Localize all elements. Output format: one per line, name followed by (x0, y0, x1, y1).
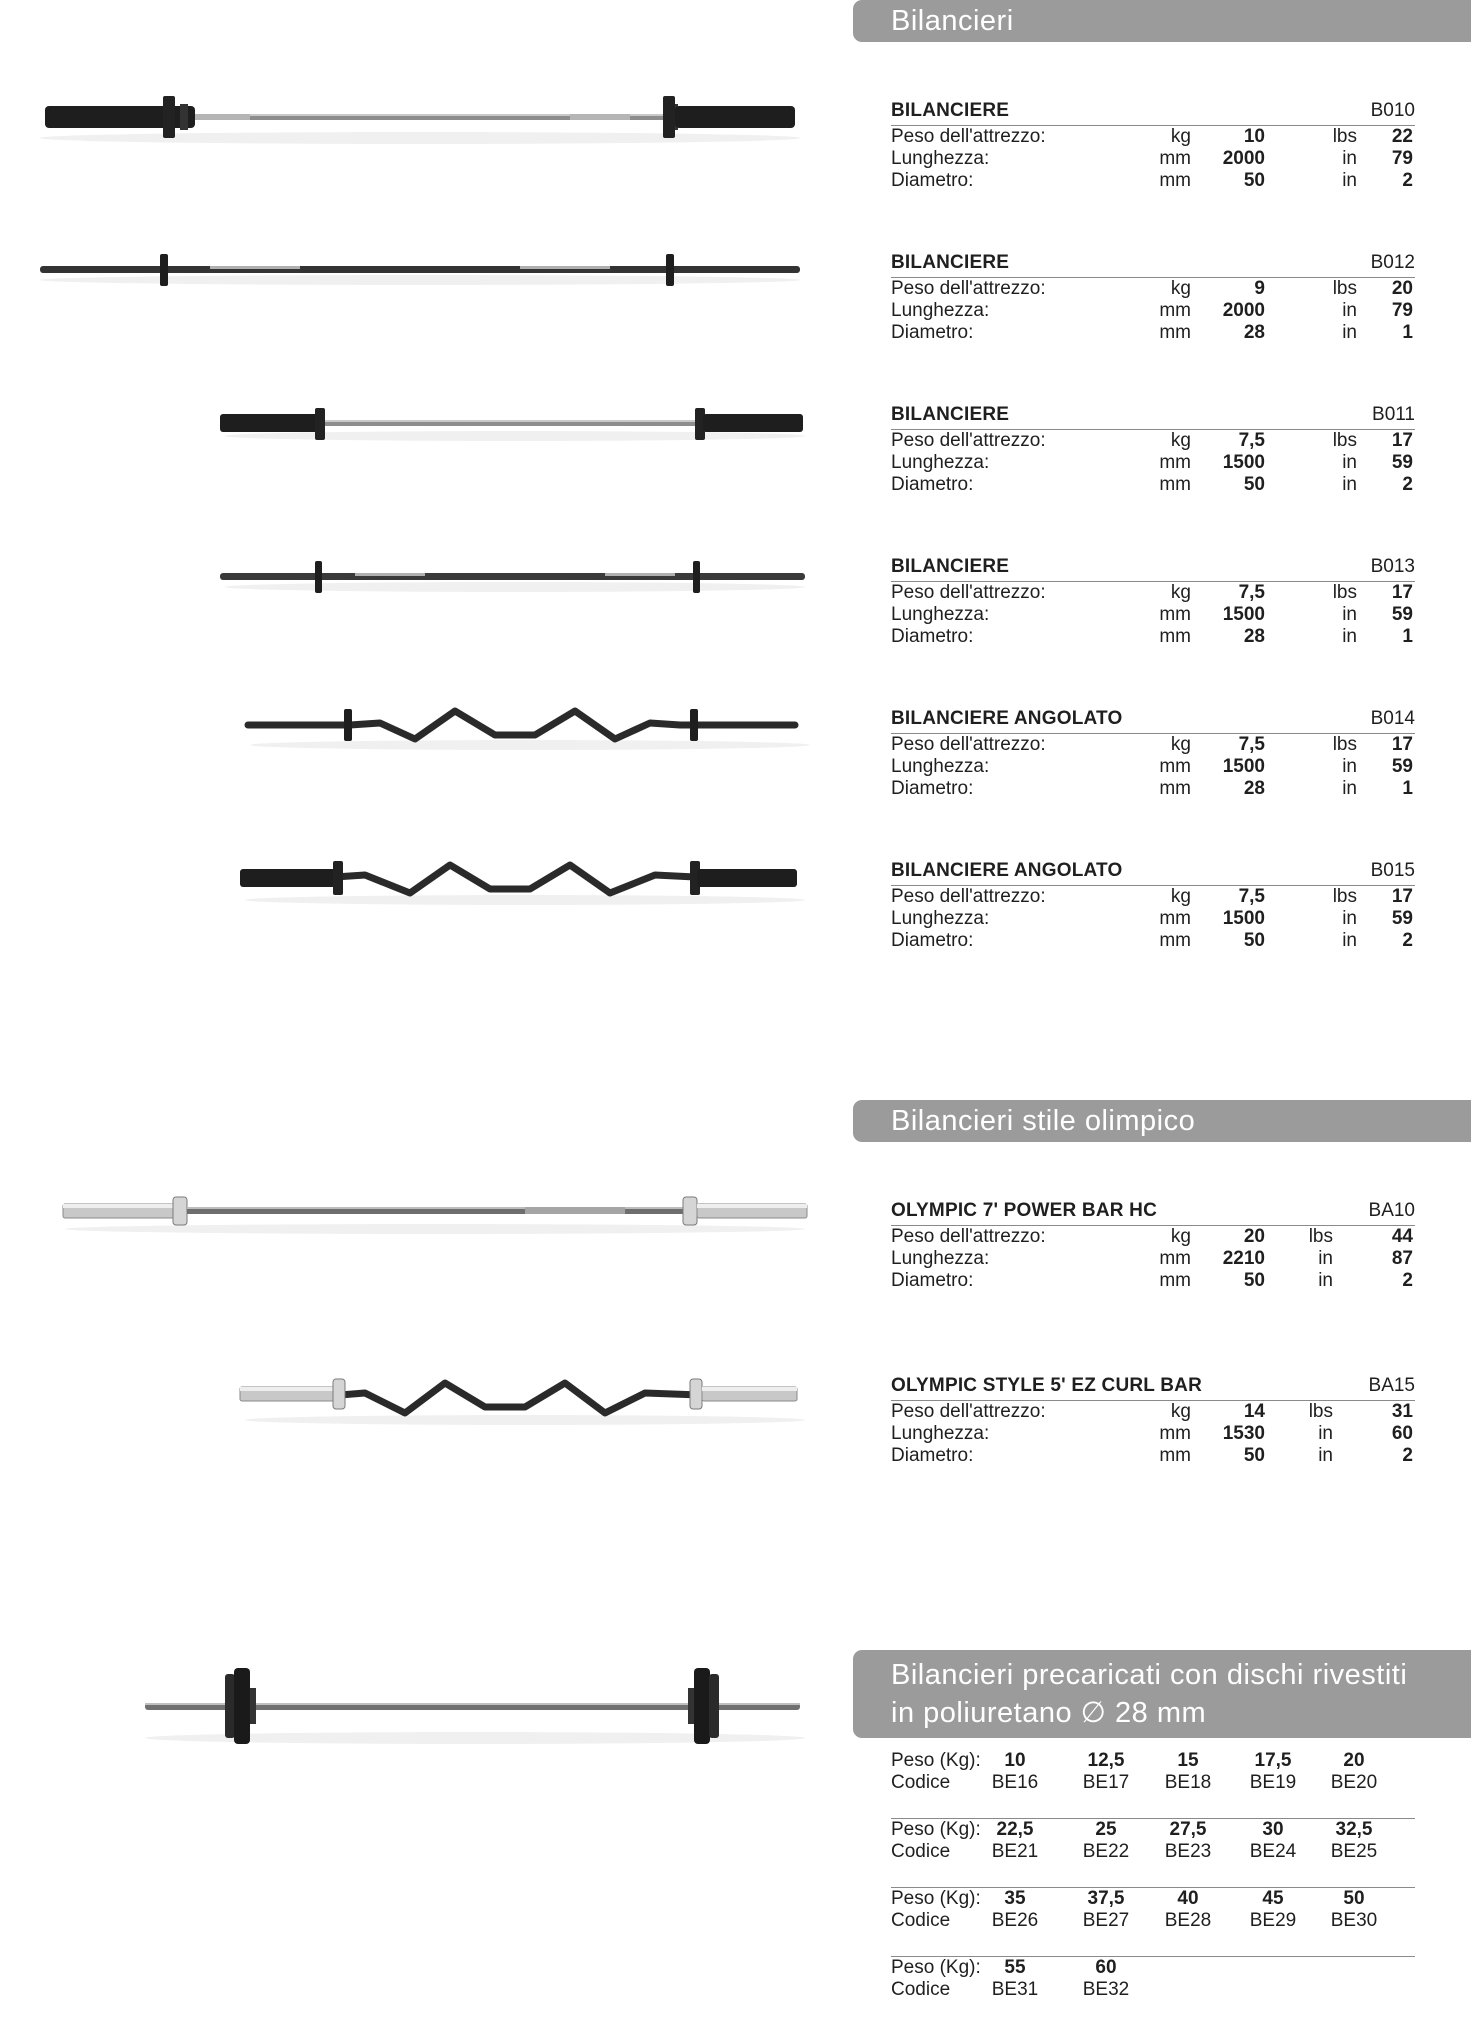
weight-row (891, 1226, 1415, 1248)
length-in: 59 (1391, 604, 1413, 625)
barbell-b011-image (215, 400, 815, 450)
weight-value: 40 (1177, 1888, 1199, 1909)
product-name: OLYMPIC 7' POWER BAR HC (891, 1200, 1157, 1221)
code-value: BE23 (1164, 1841, 1212, 1862)
weight-label: Peso dell'attrezzo: (891, 126, 1046, 147)
unit-in: in (1342, 300, 1357, 321)
weight-row (891, 126, 1415, 148)
length-in: 79 (1391, 148, 1413, 169)
preloaded-group (891, 1888, 1415, 1957)
unit-kg: kg (1170, 734, 1191, 755)
weight-value: 17,5 (1254, 1750, 1292, 1771)
weight-value: 32,5 (1335, 1819, 1373, 1840)
unit-in: in (1342, 474, 1357, 495)
unit-in: in (1342, 148, 1357, 169)
length-in: 59 (1391, 908, 1413, 929)
unit-in: in (1342, 452, 1357, 473)
code-value: BE17 (1082, 1772, 1130, 1793)
section-header-bilancieri (853, 0, 1471, 42)
weight-label: Peso dell'attrezzo: (891, 430, 1046, 451)
weight-value: 20 (1343, 1750, 1365, 1771)
weight-lbs: 17 (1391, 430, 1413, 451)
olympic-ez-bar-ba15-image (235, 1365, 815, 1430)
product-code: B011 (1372, 404, 1415, 425)
product-code: BA10 (1368, 1200, 1415, 1221)
code-label: Codice (891, 1772, 951, 1793)
product-header (891, 1198, 1415, 1226)
length-label: Lunghezza: (891, 756, 990, 777)
weight-value: 25 (1095, 1819, 1117, 1840)
weight-value: 35 (1004, 1888, 1026, 1909)
length-label: Lunghezza: (891, 908, 990, 929)
olympic-bar-ba10-image (55, 1185, 815, 1240)
unit-mm: mm (1159, 626, 1191, 647)
length-label: Lunghezza: (891, 452, 990, 473)
preloaded-group (891, 1819, 1415, 1888)
diameter-row (891, 626, 1415, 648)
product-spec-ba10 (891, 1198, 1415, 1292)
length-row (891, 1423, 1415, 1445)
weight-label: Peso (Kg): (891, 1888, 981, 1909)
code-line (891, 1841, 1415, 1863)
unit-in: in (1318, 1445, 1333, 1466)
weight-kg: 7,5 (1238, 734, 1265, 755)
weight-row (891, 886, 1415, 908)
weight-line (891, 1750, 1415, 1772)
diameter-row (891, 474, 1415, 496)
weight-kg: 7,5 (1238, 886, 1265, 907)
product-spec-b010 (891, 98, 1415, 192)
length-row (891, 756, 1415, 778)
weight-value: 30 (1262, 1819, 1284, 1840)
weight-label: Peso dell'attrezzo: (891, 1226, 1046, 1247)
length-mm: 2000 (1222, 148, 1265, 169)
unit-mm: mm (1159, 1445, 1191, 1466)
length-label: Lunghezza: (891, 300, 990, 321)
unit-mm: mm (1159, 1423, 1191, 1444)
unit-in: in (1318, 1423, 1333, 1444)
code-value: BE19 (1249, 1772, 1297, 1793)
diameter-row (891, 322, 1415, 344)
product-spec-b012 (891, 250, 1415, 344)
code-value: BE18 (1164, 1772, 1212, 1793)
weight-lbs: 44 (1391, 1226, 1413, 1247)
length-in: 79 (1391, 300, 1413, 321)
product-code: BA15 (1368, 1375, 1415, 1396)
weight-row (891, 582, 1415, 604)
code-label: Codice (891, 1979, 951, 2000)
product-spec-b015 (891, 858, 1415, 952)
preloaded-group (891, 1957, 1415, 2025)
preloaded-group (891, 1750, 1415, 1819)
product-name: BILANCIERE ANGOLATO (891, 708, 1123, 729)
diameter-label: Diametro: (891, 778, 974, 799)
unit-mm: mm (1159, 300, 1191, 321)
weight-kg: 7,5 (1238, 582, 1265, 603)
diameter-in: 2 (1402, 930, 1413, 951)
length-in: 59 (1391, 452, 1413, 473)
product-header (891, 858, 1415, 886)
code-line (891, 1772, 1415, 1794)
weight-row (891, 278, 1415, 300)
unit-kg: kg (1170, 1226, 1191, 1247)
weight-value: 50 (1343, 1888, 1365, 1909)
weight-lbs: 17 (1391, 886, 1413, 907)
product-name: BILANCIERE (891, 556, 1010, 577)
weight-value: 15 (1177, 1750, 1199, 1771)
length-row (891, 908, 1415, 930)
length-mm: 1500 (1222, 604, 1265, 625)
code-value: BE25 (1330, 1841, 1378, 1862)
length-row (891, 452, 1415, 474)
code-label: Codice (891, 1910, 951, 1931)
weight-label: Peso (Kg): (891, 1819, 981, 1840)
code-line (891, 1979, 1415, 2001)
length-row (891, 1248, 1415, 1270)
weight-value: 60 (1095, 1957, 1117, 1978)
weight-lbs: 31 (1391, 1401, 1413, 1422)
section-title-line2: in poliuretano ∅ 28 mm (891, 1697, 1207, 1729)
diameter-in: 2 (1402, 1270, 1413, 1291)
product-code: B015 (1370, 860, 1415, 881)
length-mm: 1500 (1222, 756, 1265, 777)
unit-in: in (1342, 930, 1357, 951)
ez-bar-b014-image (240, 695, 815, 755)
diameter-label: Diametro: (891, 1270, 974, 1291)
weight-row (891, 734, 1415, 756)
product-header (891, 250, 1415, 278)
weight-label: Peso (Kg): (891, 1750, 981, 1771)
unit-lbs: lbs (1332, 126, 1357, 147)
unit-mm: mm (1159, 322, 1191, 343)
unit-lbs: lbs (1332, 582, 1357, 603)
diameter-in: 2 (1402, 170, 1413, 191)
unit-mm: mm (1159, 452, 1191, 473)
diameter-mm: 28 (1243, 322, 1265, 343)
product-spec-b011 (891, 402, 1415, 496)
weight-lbs: 17 (1391, 734, 1413, 755)
code-line (891, 1910, 1415, 1932)
unit-in: in (1342, 778, 1357, 799)
length-mm: 2000 (1222, 300, 1265, 321)
unit-kg: kg (1170, 1401, 1191, 1422)
length-label: Lunghezza: (891, 1248, 990, 1269)
unit-kg: kg (1170, 430, 1191, 451)
code-value: BE20 (1330, 1772, 1378, 1793)
diameter-in: 1 (1402, 626, 1413, 647)
weight-label: Peso dell'attrezzo: (891, 582, 1046, 603)
section-title: Bilancieri (891, 5, 1014, 37)
unit-in: in (1342, 908, 1357, 929)
product-header (891, 402, 1415, 430)
unit-mm: mm (1159, 604, 1191, 625)
product-code: B012 (1370, 252, 1415, 273)
unit-lbs: lbs (1332, 278, 1357, 299)
unit-mm: mm (1159, 756, 1191, 777)
weight-value: 22,5 (996, 1819, 1034, 1840)
code-value: BE30 (1330, 1910, 1378, 1931)
unit-in: in (1318, 1270, 1333, 1291)
product-header (891, 1373, 1415, 1401)
unit-kg: kg (1170, 278, 1191, 299)
diameter-mm: 28 (1243, 778, 1265, 799)
unit-kg: kg (1170, 886, 1191, 907)
weight-lbs: 17 (1391, 582, 1413, 603)
code-value: BE24 (1249, 1841, 1297, 1862)
weight-lbs: 20 (1391, 278, 1413, 299)
weight-line (891, 1819, 1415, 1841)
unit-mm: mm (1159, 474, 1191, 495)
length-row (891, 604, 1415, 626)
unit-in: in (1342, 604, 1357, 625)
unit-lbs: lbs (1332, 886, 1357, 907)
preloaded-table (891, 1750, 1415, 2025)
unit-lbs: lbs (1308, 1401, 1333, 1422)
product-code: B010 (1370, 100, 1415, 121)
unit-in: in (1342, 626, 1357, 647)
product-name: OLYMPIC STYLE 5' EZ CURL BAR (891, 1375, 1202, 1396)
diameter-row (891, 778, 1415, 800)
diameter-mm: 50 (1243, 170, 1265, 191)
weight-value: 12,5 (1087, 1750, 1125, 1771)
product-spec-b013 (891, 554, 1415, 648)
weight-kg: 20 (1243, 1226, 1265, 1247)
unit-kg: kg (1170, 582, 1191, 603)
unit-mm: mm (1159, 148, 1191, 169)
diameter-label: Diametro: (891, 626, 974, 647)
diameter-row (891, 930, 1415, 952)
weight-line (891, 1888, 1415, 1910)
length-mm: 1530 (1222, 1423, 1265, 1444)
unit-in: in (1342, 170, 1357, 191)
length-label: Lunghezza: (891, 1423, 990, 1444)
unit-lbs: lbs (1332, 430, 1357, 451)
product-header (891, 554, 1415, 582)
code-value: BE32 (1082, 1979, 1130, 2000)
section-title-line1: Bilancieri precaricati con dischi rivestiti (891, 1659, 1408, 1691)
section-header-precaricati (853, 1650, 1471, 1738)
weight-value: 27,5 (1169, 1819, 1207, 1840)
unit-mm: mm (1159, 778, 1191, 799)
length-label: Lunghezza: (891, 148, 990, 169)
weight-label: Peso dell'attrezzo: (891, 1401, 1046, 1422)
diameter-row (891, 170, 1415, 192)
section-title: Bilancieri stile olimpico (891, 1105, 1196, 1137)
weight-row (891, 1401, 1415, 1423)
barbell-b013-image (215, 555, 815, 600)
product-spec-b014 (891, 706, 1415, 800)
weight-kg: 10 (1243, 126, 1265, 147)
weight-line (891, 1957, 1415, 1979)
code-label: Codice (891, 1841, 951, 1862)
ez-bar-b015-image (235, 845, 815, 910)
weight-label: Peso (Kg): (891, 1957, 981, 1978)
product-header (891, 706, 1415, 734)
product-name: BILANCIERE (891, 100, 1010, 121)
weight-label: Peso dell'attrezzo: (891, 886, 1046, 907)
weight-value: 55 (1004, 1957, 1026, 1978)
length-mm: 1500 (1222, 452, 1265, 473)
section-header-olimpico (853, 1100, 1471, 1142)
weight-label: Peso dell'attrezzo: (891, 734, 1046, 755)
preloaded-barbell-image (140, 1660, 810, 1750)
unit-mm: mm (1159, 1248, 1191, 1269)
unit-lbs: lbs (1332, 734, 1357, 755)
weight-value: 37,5 (1087, 1888, 1125, 1909)
diameter-mm: 50 (1243, 1270, 1265, 1291)
unit-in: in (1342, 322, 1357, 343)
length-in: 60 (1391, 1423, 1413, 1444)
diameter-label: Diametro: (891, 1445, 974, 1466)
diameter-in: 1 (1402, 322, 1413, 343)
diameter-mm: 28 (1243, 626, 1265, 647)
length-mm: 2210 (1222, 1248, 1265, 1269)
unit-lbs: lbs (1308, 1226, 1333, 1247)
weight-value: 45 (1262, 1888, 1284, 1909)
unit-kg: kg (1170, 126, 1191, 147)
product-name: BILANCIERE (891, 252, 1010, 273)
diameter-label: Diametro: (891, 930, 974, 951)
weight-kg: 14 (1243, 1401, 1265, 1422)
length-row (891, 148, 1415, 170)
diameter-label: Diametro: (891, 474, 974, 495)
length-label: Lunghezza: (891, 604, 990, 625)
weight-row (891, 430, 1415, 452)
unit-mm: mm (1159, 170, 1191, 191)
product-spec-ba15 (891, 1373, 1415, 1467)
weight-value: 10 (1004, 1750, 1026, 1771)
weight-kg: 7,5 (1238, 430, 1265, 451)
product-code: B013 (1370, 556, 1415, 577)
diameter-row (891, 1445, 1415, 1467)
code-value: BE27 (1082, 1910, 1130, 1931)
unit-in: in (1318, 1248, 1333, 1269)
diameter-mm: 50 (1243, 1445, 1265, 1466)
diameter-in: 1 (1402, 778, 1413, 799)
unit-mm: mm (1159, 1270, 1191, 1291)
product-code: B014 (1370, 708, 1415, 729)
diameter-row (891, 1270, 1415, 1292)
weight-label: Peso dell'attrezzo: (891, 278, 1046, 299)
code-value: BE26 (991, 1910, 1039, 1931)
length-in: 87 (1391, 1248, 1413, 1269)
barbell-b010-image (30, 80, 810, 160)
length-in: 59 (1391, 756, 1413, 777)
diameter-mm: 50 (1243, 930, 1265, 951)
code-value: BE28 (1164, 1910, 1212, 1931)
product-name: BILANCIERE (891, 404, 1010, 425)
code-value: BE16 (991, 1772, 1039, 1793)
code-value: BE29 (1249, 1910, 1297, 1931)
unit-mm: mm (1159, 908, 1191, 929)
diameter-label: Diametro: (891, 322, 974, 343)
diameter-in: 2 (1402, 474, 1413, 495)
product-name: BILANCIERE ANGOLATO (891, 860, 1123, 881)
unit-in: in (1342, 756, 1357, 777)
weight-lbs: 22 (1391, 126, 1413, 147)
length-row (891, 300, 1415, 322)
barbell-b012-image (30, 246, 810, 296)
diameter-label: Diametro: (891, 170, 974, 191)
diameter-mm: 50 (1243, 474, 1265, 495)
code-value: BE31 (991, 1979, 1039, 2000)
code-value: BE22 (1082, 1841, 1130, 1862)
code-value: BE21 (991, 1841, 1039, 1862)
weight-kg: 9 (1254, 278, 1265, 299)
unit-mm: mm (1159, 930, 1191, 951)
diameter-in: 2 (1402, 1445, 1413, 1466)
product-header (891, 98, 1415, 126)
length-mm: 1500 (1222, 908, 1265, 929)
